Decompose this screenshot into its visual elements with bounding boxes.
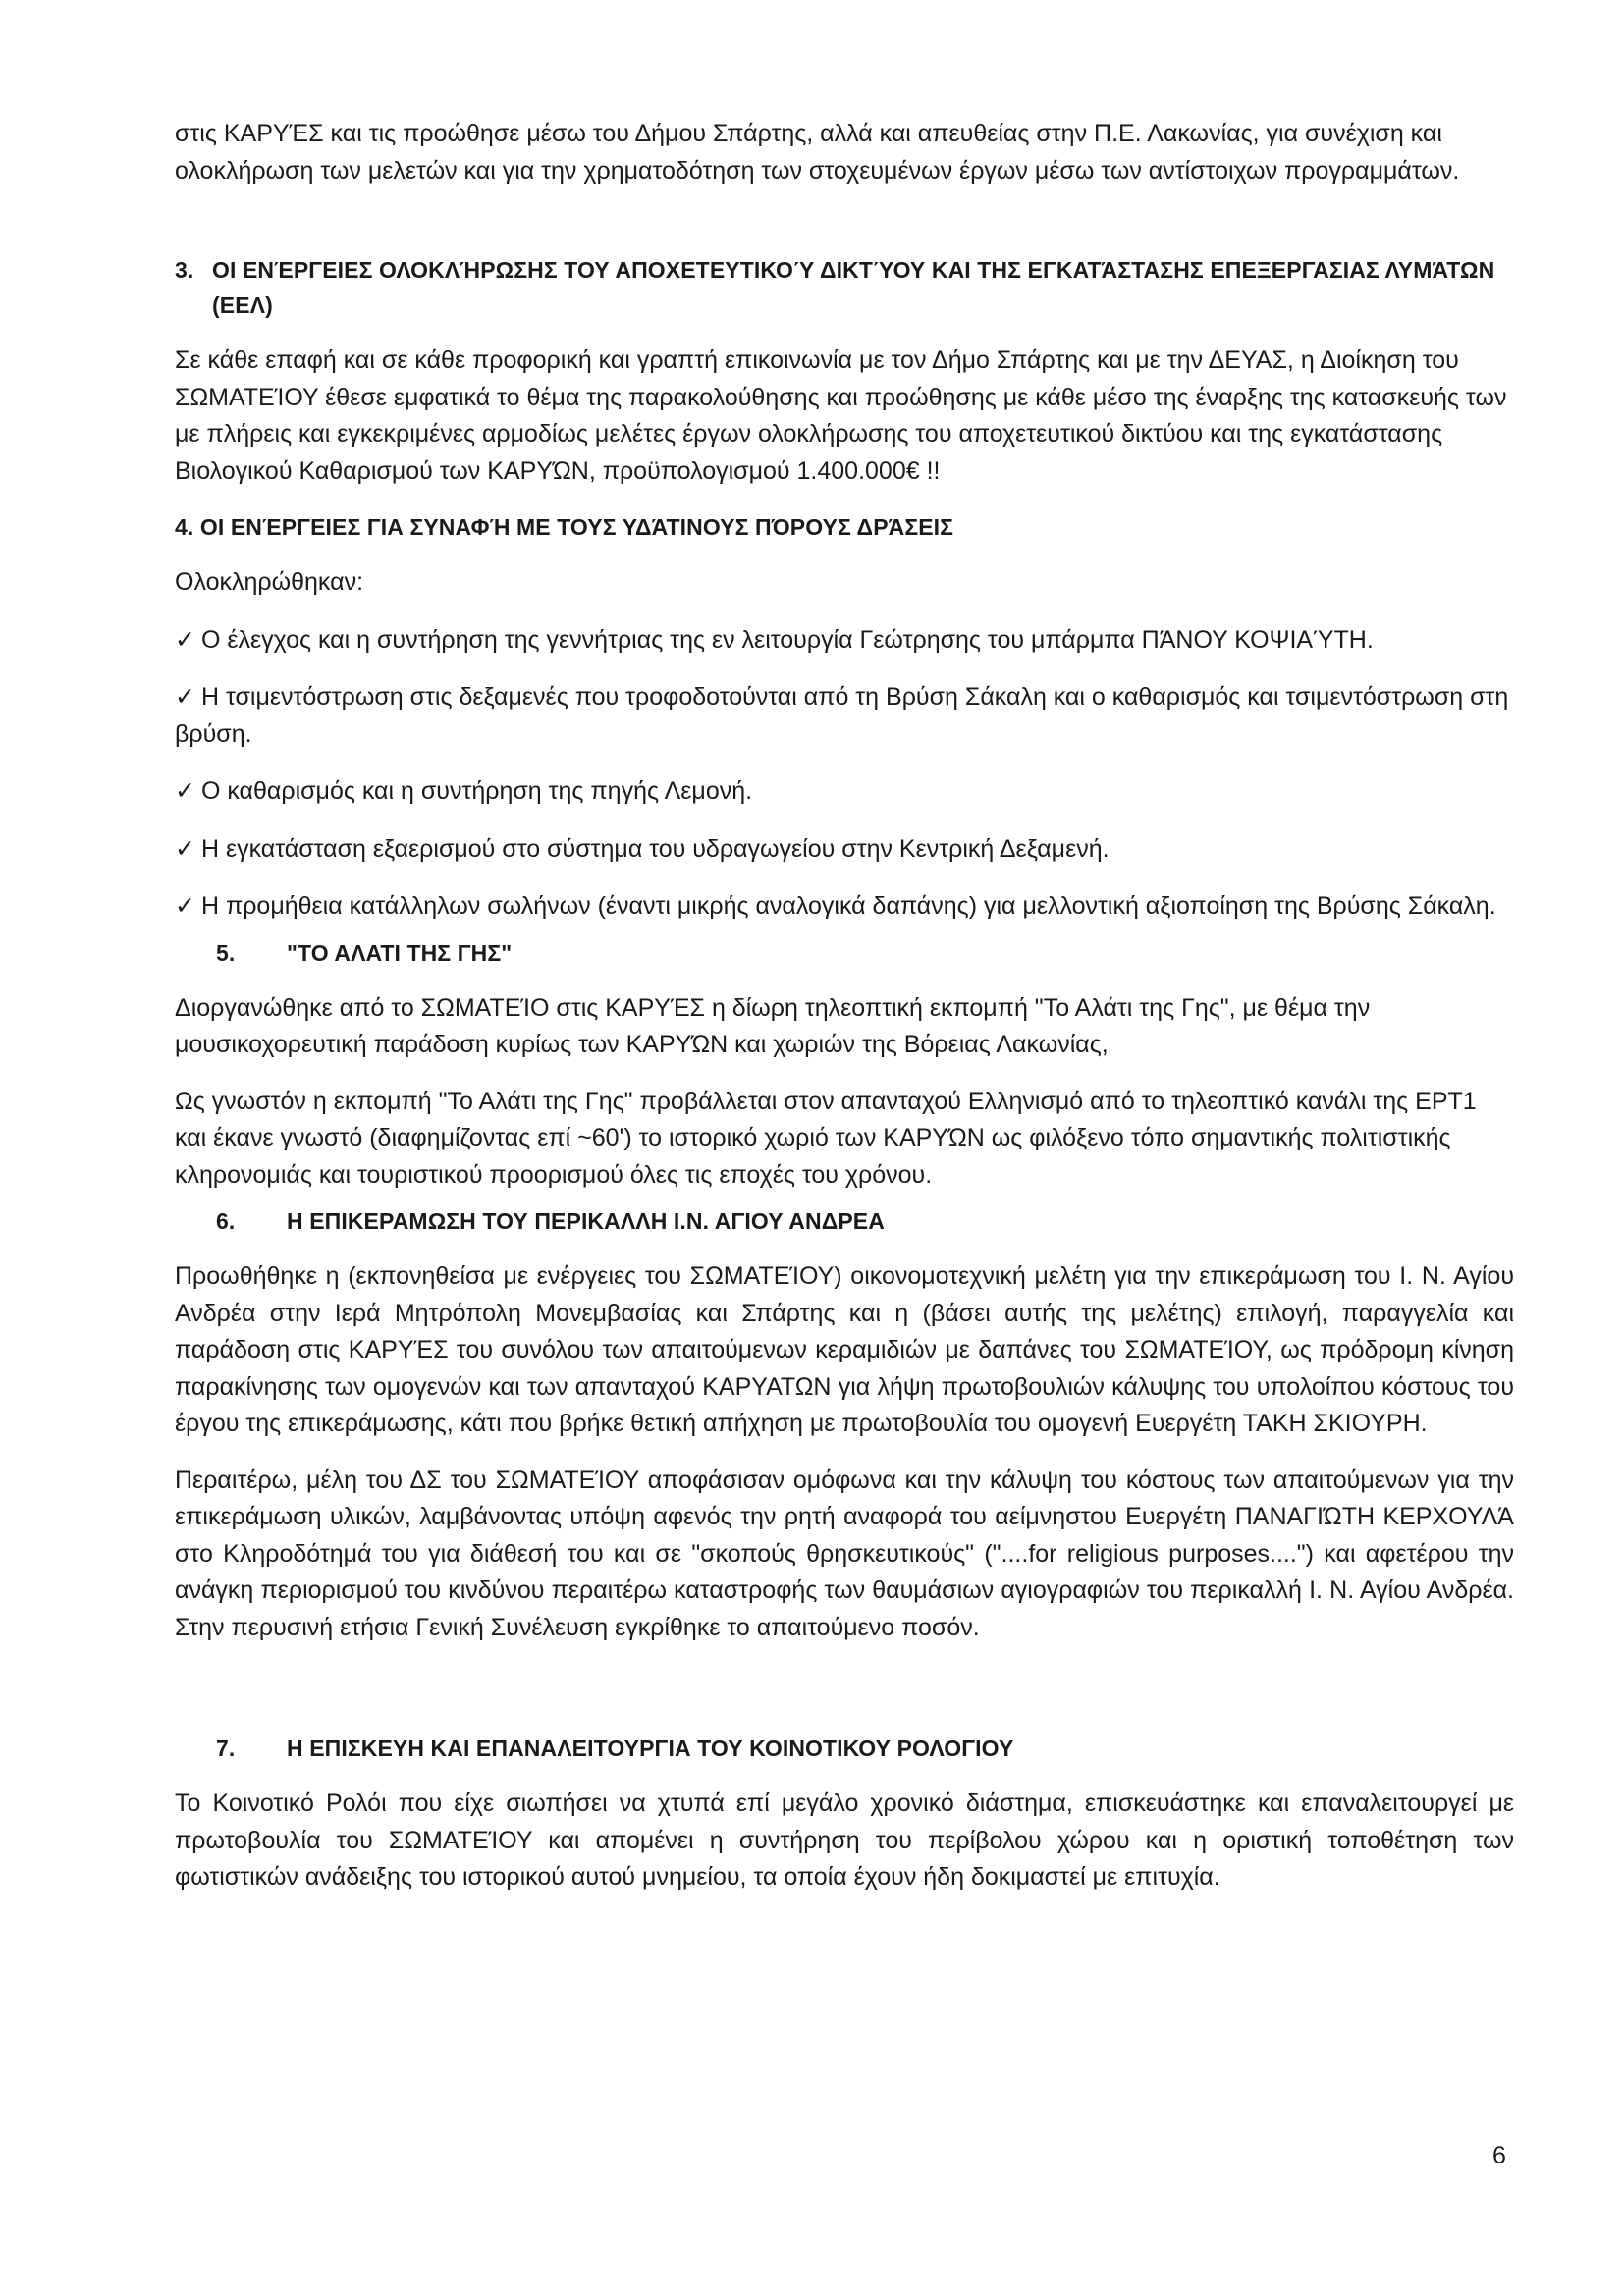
checkmark-icon: ✓ <box>175 624 195 654</box>
list-item <box>175 773 1514 811</box>
list-item <box>175 621 1514 660</box>
checkmark-icon: ✓ <box>175 891 195 920</box>
list-item-text: Η προμήθεια κατάλληλων σωλήνων (έναντι μικρής αναλογικά δαπάνης) για μελλοντική αξιοποίηση της Βρύσης Σάκαλη. <box>200 892 1496 920</box>
section-3-heading <box>175 252 1514 323</box>
list-item-text: Ο καθαρισμός και η συντήρηση της πηγής Λεμονή. <box>200 777 753 805</box>
section-5-paragraph: Διοργανώθηκε από το ΣΩΜΑΤΕΊΟ στις ΚΑΡΥΈΣ η δίωρη τηλεοπτική εκπομπή "Το Αλάτι της Γης", με θέμα την μουσικοχορευτική παράδοση κυρίως των ΚΑΡΥΏΝ και χωριών της Βόρειας Λακωνίας, <box>175 993 1371 1058</box>
section-4-intro: Ολοκληρώθηκαν: <box>175 568 364 596</box>
section-6-number: 6. <box>216 1208 236 1234</box>
list-item-text: Η εγκατάσταση εξαερισμού στο σύστημα του υδραγωγείου στην Κεντρική Δεξαμενή. <box>200 834 1110 863</box>
section-7-heading <box>175 1731 1514 1766</box>
checkmark-icon: ✓ <box>175 776 195 805</box>
section-6-heading <box>175 1203 1514 1239</box>
list-item <box>175 830 1514 869</box>
checkmark-icon: ✓ <box>175 833 195 863</box>
section-6-paragraph: Προωθήθηκε η (εκπονηθείσα με ενέργειες του ΣΩΜΑΤΕΊΟΥ) οικονομοτεχνική μελέτη για την επικεράμωση του Ι. Ν. Αγίου Ανδρέα στην Ιερά Μητρόπολη Μονεμβασίας και Σπάρτης και η (βάσει αυτής της μελέτης) επιλογή, παραγγελία και παράδοση στις ΚΑΡΥΈΣ του συνόλου των απαιτούμενων κεραμιδιών με δαπάνες του ΣΩΜΑΤΕΊΟΥ, ως πρόδρομη κίνηση παρακίνησης των ομογενών και των απανταχού ΚΑΡΥΑΤΩΝ για λήψη πρωτοβουλιών κάλυψης του υπολοίπου κόστους του έργου της επικεράμωσης, κάτι που βρήκε θετική απήχηση με πρωτοβουλία του ομογενή Ευεργέτη ΤΑΚΗ ΣΚΙΟΥΡΗ. <box>175 1262 1514 1437</box>
section-6-paragraph: Περαιτέρω, μέλη του ΔΣ του ΣΩΜΑΤΕΊΟΥ αποφάσισαν ομόφωνα και την κάλυψη του κόστους των απαιτούμενων για την επικεράμωση υλικών, λαμβάνοντας υπόψη αφενός την ρητή αναφορά του αείμνηστου Ευεργέτη ΠΑΝΑΓΙΏΤΗ ΚΕΡΧΟΥΛΆ στο Κληροδότημά του για διάθεσή του και σε "σκοπούς θρησκευτικούς" ("....for religious purposes....") και αφετέρου την ανάγκη περιορισμού του κινδύνου περαιτέρω καταστροφής των θαυμάσιων αγιογραφιών του περικαλλή Ι. Ν. Αγίου Ανδρέα. Στην περυσινή ετήσια Γενική Συνέλευση εγκρίθηκε το απαιτούμενο ποσόν. <box>175 1466 1514 1641</box>
section-5-number: 5. <box>216 939 236 966</box>
intro-paragraph: στις ΚΑΡΥΈΣ και τις προώθησε μέσω του Δήμου Σπάρτης, αλλά και απευθείας στην Π.Ε. Λακωνίας, για συνέχιση και ολοκλήρωση των μελετών και για την χρηματοδότηση των στοχευμένων έργων μέσω των αντίστοιχων προγραμμάτων. <box>175 120 1460 185</box>
list-item-text: Ο έλεγχος και η συντήρηση της γεννήτριας της εν λειτουργία Γεώτρησης του μπάρμπα ΠΆΝΟΥ ΚΟΨΙΑΎΤΗ. <box>200 625 1374 654</box>
section-5-paragraph: Ως γνωστόν η εκπομπή "Το Αλάτι της Γης" προβάλλεται στον απανταχού Ελληνισμό από το τηλεοπτικό κανάλι της ΕΡΤ1 και έκανε γνωστό (διαφημίζοντας επί ~60') το ιστορικό χωριό των ΚΑΡΥΏΝ ως φιλόξενο τόπο σημαντικής πολιτιστικής κληρονομιάς και τουριστικού προορισμού όλες τις εποχές του χρόνου. <box>175 1087 1477 1189</box>
section-5-title: "ΤΟ ΑΛΑΤΙ ΤΗΣ ΓΗΣ" <box>287 939 513 966</box>
page-number: 6 <box>1492 2142 1506 2169</box>
section-7-body: Το Κοινοτικό Ρολόι που είχε σιωπήσει να χτυπά επί μεγάλο χρονικό διάστημα, επισκευάστηκε και επαναλειτουργεί με πρωτοβουλία του ΣΩΜΑΤΕΊΟΥ και απομένει η συντήρηση του περίβολου χώρου και η οριστική τοποθέτηση των φωτιστικών ανάδειξης του ιστορικού αυτού μνημείου, τα οποία έχουν ήδη δοκιμαστεί με επιτυχία. <box>175 1789 1514 1891</box>
list-item <box>175 887 1514 926</box>
section-4-title: 4. ΟΙ ΕΝΈΡΓΕΙΕΣ ΓΙΑ ΣΥΝΑΦΉ ΜΕ ΤΟΥΣ ΥΔΆΤΙΝΟΥΣ ΠΌΡΟΥΣ ΔΡΆΣΕΙΣ <box>175 514 954 540</box>
section-3-body: Σε κάθε επαφή και σε κάθε προφορική και γραπτή επικοινωνία με τον Δήμο Σπάρτης και με την ΔΕΥΑΣ, η Διοίκηση του ΣΩΜΑΤΕΊΟΥ έθεσε εμφατικά το θέμα της παρακολούθησης και προώθησης με κάθε μέσο της έναρξης της κατασκευής των με πλήρεις και εγκεκριμένες αρμοδίως μελέτες έργων ολοκλήρωσης του αποχετευτικού δικτύου και της εγκατάστασης Βιολογικού Καθαρισμού των ΚΑΡΥΏΝ, προϋπολογισμού 1.400.000€ !! <box>175 347 1507 485</box>
section-3-number: 3. <box>175 257 194 283</box>
section-7-number: 7. <box>216 1735 236 1761</box>
section-7-title: Η ΕΠΙΣΚΕΥΗ ΚΑΙ ΕΠΑΝΑΛΕΙΤΟΥΡΓΙΑ ΤΟΥ ΚΟΙΝΟΤΙΚΟΥ ΡΟΛΟΓΙΟΥ <box>287 1735 1014 1761</box>
checkmark-icon: ✓ <box>175 682 195 711</box>
list-item <box>175 678 1514 753</box>
section-5-heading <box>175 935 1514 971</box>
page-content <box>175 116 1514 1896</box>
section-3-title: ΟΙ ΕΝΈΡΓΕΙΕΣ ΟΛΟΚΛΉΡΩΣΗΣ ΤΟΥ ΑΠΟΧΕΤΕΥΤΙΚΟΎ ΔΙΚΤΎΟΥ ΚΑΙ ΤΗΣ ΕΓΚΑΤΆΣΤΑΣΗΣ ΕΠΕΞΕΡΓΑΣΙΑΣ ΛΥΜΆΤΩΝ (ΕΕΛ) <box>212 257 1495 318</box>
list-item-text: Η τσιμεντόστρωση στις δεξαμενές που τροφοδοτούνται από τη Βρύση Σάκαλη και ο καθαρισμός και τσιμεντόστρωση στη βρύση. <box>175 683 1509 748</box>
section-6-title: Η ΕΠΙΚΕΡΑΜΩΣΗ ΤΟΥ ΠΕΡΙΚΑΛΛΗ Ι.Ν. ΑΓΙΟΥ ΑΝΔΡΕΑ <box>287 1208 885 1234</box>
